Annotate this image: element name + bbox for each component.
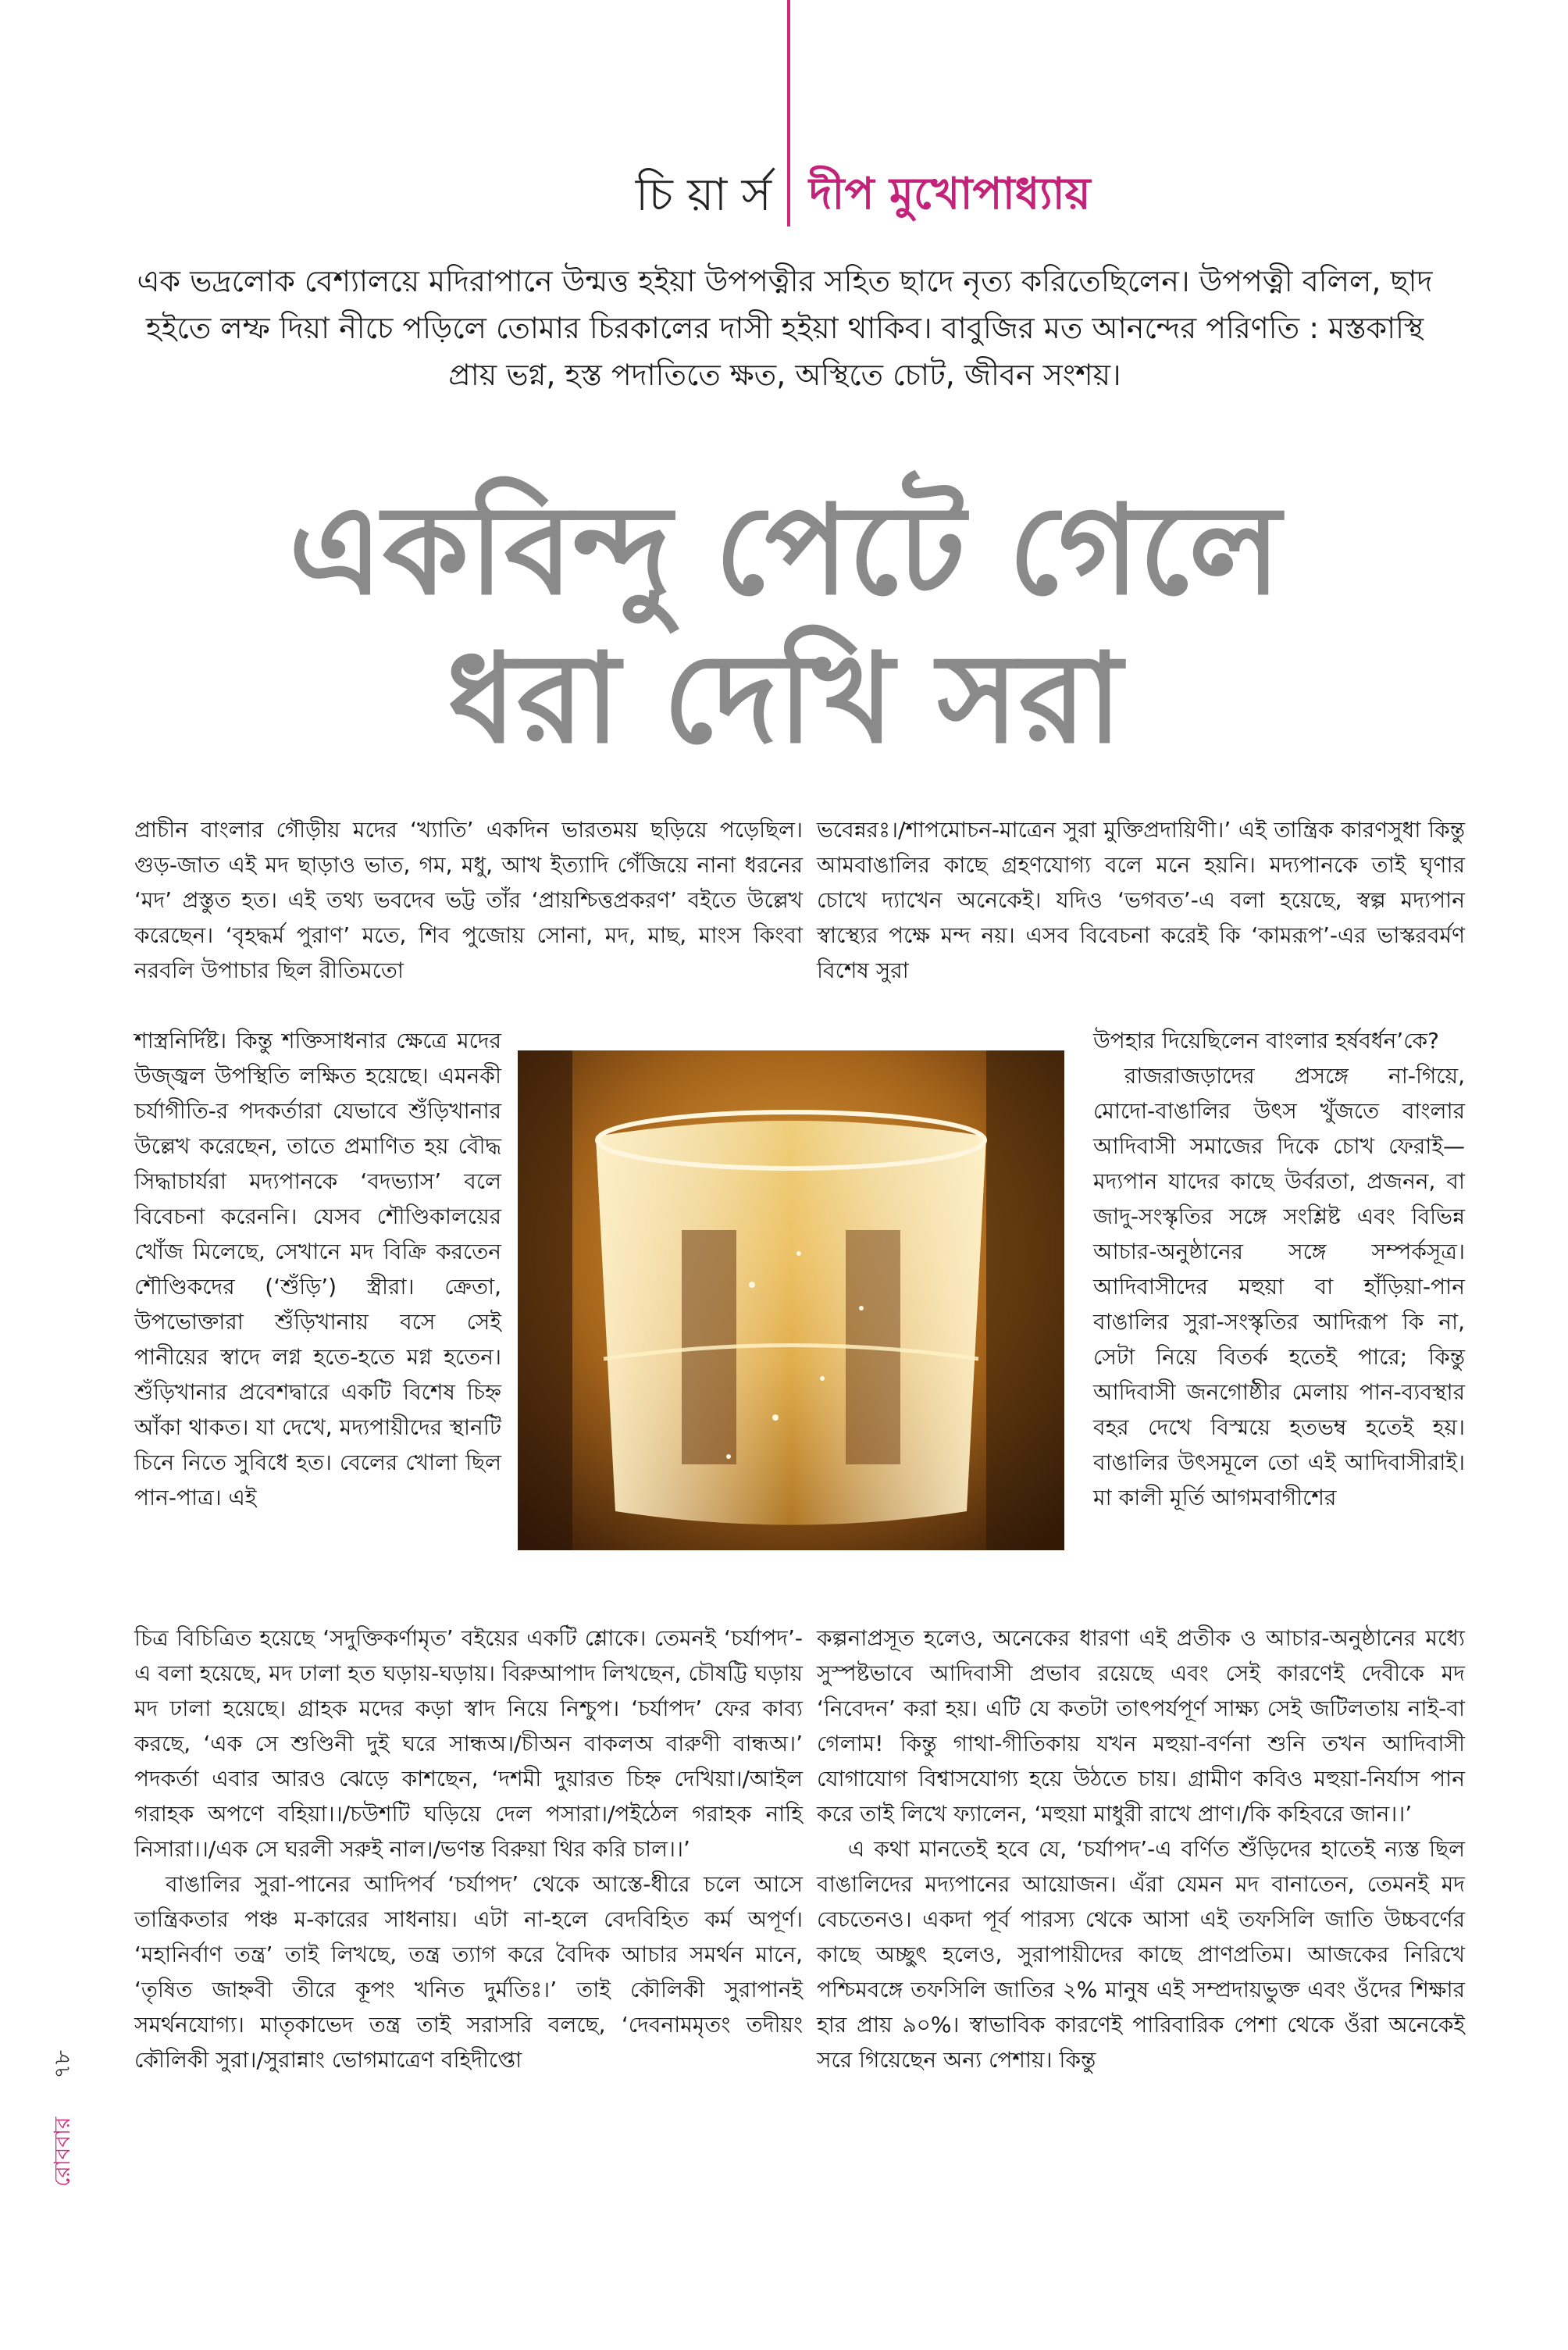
headline	[156, 476, 1413, 773]
paragraph: ভবেন্নরঃ।/শাপমোচন-মাত্রেন সুরা মুক্তিপ্রদায়িণী।’ এই তান্ত্রিক কারণসুধা কিন্তু আমবাঙালির কাছে গ্রহণযোগ্য বলে মনে হয়নি। মদ্যপানকে তাই ঘৃণার চোখে দ্যাখেন অনেকেই। যদিও ‘ভগবত’-এ বলা হয়েছে, স্বল্প মদ্যপান স্বাস্থ্যের পক্ষে মন্দ নয়। এসব বিবেচনা করেই কি ‘কামরূপ’-এর ভাস্করবর্মণ বিশেষ সুরা	[817, 817, 1465, 983]
headline-line-1: একবিন্দু পেটে গেলে	[288, 479, 1281, 622]
intro-paragraph: এক ভদ্রলোক বেশ্যালয়ে মদিরাপানে উন্মত্ত হইয়া উপপত্নীর সহিত ছাদে নৃত্য করিতেছিলেন। উপপত্নী বলিল, ছাদ হইতে লম্ফ দিয়া নীচে পড়িলে তোমার চিরকালের দাসী হইয়া থাকিব। বাবুজির মত আনন্দের পরিণতি : মস্তকাস্থি প্রায় ভগ্ন, হস্ত পদাতিতে ক্ষত, অস্থিতে চোট, জীবন সংশয়।	[137, 264, 1433, 392]
column-label: চি য়া র্স	[635, 168, 772, 221]
paragraph: চিত্র বিচিত্রিত হয়েছে ‘সদুক্তিকর্ণামৃত’ বইয়ের একটি শ্লোকে। তেমনই ‘চর্যাপদ’-এ বলা হয়েছে, মদ ঢালা হত ঘড়ায়-ঘড়ায়। বিরুআপাদ লিখছেন, চৌষট্টি ঘড়ায় মদ ঢালা হয়েছে। গ্রাহক মদের কড়া স্বাদ নিয়ে নিশ্চুপ। ‘চর্যাপদ’ ফের কাব্য করছে, ‘এক সে শুণ্ডিনী দুই ঘরে সান্ধঅ।/চীঅন বাকলঅ বারুণী বান্ধঅ।’ পদকর্তা এবার আরও ঝেড়ে কাশছেন, ‘দশমী দুয়ারত চিহ্ন দেখিয়া।/আইল গরাহক অপণে বহিয়া।।/চউশটি ঘড়িয়ে দেল পসারা।/পইঠেল গরাহক নাহি নিসারা।।/এক সে ঘরলী সরুই নাল।/ভণন্ত বিরুয়া থির করি চাল।।’	[134, 1625, 803, 1862]
headline-line-2: ধরা দেখি সরা	[447, 627, 1123, 771]
article-column-left-bottom	[134, 1621, 803, 2077]
magazine-name: রোববার	[49, 2116, 75, 2187]
paragraph: শাস্ত্রনির্দিষ্ট। কিন্তু শক্তিসাধনার ক্ষেত্রে মদের উজ্জ্বল উপস্থিতি লক্ষিত হয়েছে। এমনকী চর্যাগীতি-র পদকর্তারা যেভাবে শুঁড়িখানার উল্লেখ করেছেন, তাতে প্রমাণিত হয় বৌদ্ধ সিদ্ধাচার্যরা মদ্যপানকে ‘বদভ্যাস’ বলে বিবেচনা করেননি। যেসব শৌণ্ডিকালয়ের খোঁজ মিলেছে, সেখানে মদ বিক্রি করতেন শৌণ্ডিকদের (‘শুঁড়ি’) স্ত্রীরা। ক্রেতা, উপভোক্তারা শুঁড়িখানায় বসে সেই পানীয়ের স্বাদে লগ্ন হতে-হতে মগ্ন হতেন। শুঁড়িখানার প্রবেশদ্বারে একটি বিশেষ চিহ্ন আঁকা থাকত। যা দেখে, মদ্যপায়ীদের স্থানটি চিনে নিতে সুবিধে হত। বেলের খোলা ছিল পান-পাত্র। এই	[134, 1028, 501, 1510]
paragraph: বাঙালির সুরা-পানের আদিপর্ব ‘চর্যাপদ’ থেকে আস্তে-ধীরে চলে আসে তান্ত্রিকতার পঞ্চ ম-কারের সাধনায়। এটা না-হলে বেদবিহিত কর্ম অপূর্ণ। ‘মহানির্বাণ তন্ত্র’ তাই লিখছে, তন্ত্র ত্যাগ করে বৈদিক আচার সমর্থন মানে, ‘তৃষিত জাহ্নবী তীরে কূপং খনিত দুর্মতিঃ।’ তাই কৌলিকী সুরাপানই সমর্থনযোগ্য। মাতৃকাভেদ তন্ত্র তাই সরাসরি বলছে, ‘দেবনামমৃতং তদীয়ং কৌলিকী সুরা।/সুরান্নাং ভোগমাত্রেণ বহিদীপ্তো	[134, 1871, 803, 2073]
paragraph: রাজরাজড়াদের প্রসঙ্গে না-গিয়ে, মোদো-বাঙালির উৎস খুঁজতে বাংলার আদিবাসী সমাজের দিকে চোখ ফেরাই—মদ্যপান যাদের কাছে উর্বরতা, প্রজনন, বা জাদু-সংস্কৃতির সঙ্গে সংশ্লিষ্ট এবং বিভিন্ন আচার-অনুষ্ঠানের সঙ্গে সম্পর্কসূত্র। আদিবাসীদের মহুয়া বা হাঁড়িয়া-পান বাঙালির সুরা-সংস্কৃতির আদিরূপ কি না, সেটা নিয়ে বিতর্ক হতেই পারে; কিন্তু আদিবাসী জনগোষ্ঠীর মেলায় পান-ব্যবস্থার বহর দেখে বিস্ময়ে হতভম্ব হতেই হয়। বাঙালির উৎসমূলে তো এই আদিবাসীরাই। মা কালী মূর্তি আগমবাগীশের	[1093, 1063, 1465, 1510]
paragraph: এ কথা মানতেই হবে যে, ‘চর্যাপদ’-এ বর্ণিত শুঁড়িদের হাতেই ন্যস্ত ছিল বাঙালিদের মদ্যপানের আয়োজন। এঁরা যেমন মদ বানাতেন, তেমনই মদ বেচতেনও। একদা পূর্ব পারস্য থেকে আসা এই তফসিলি জাতি উচ্চবর্ণের কাছে অচ্ছুৎ হলেও, সুরাপায়ীদের কাছে প্রাণপ্রতিম। আজকের নিরিখে পশ্চিমবঙ্গে তফসিলি জাতির ২% মানুষ এই সম্প্রদায়ভুক্ত এবং ওঁদের শিক্ষার হার প্রায় ৯০%। স্বাভাবিক কারণেই পারিবারিক পেশা থেকে ওঁরা অনেকেই সরে গিয়েছেন অন্য পেশায়। কিন্তু	[817, 1836, 1465, 2073]
paragraph: প্রাচীন বাংলার গৌড়ীয় মদের ‘খ্যাতি’ একদিন ভারতময় ছড়িয়ে পড়েছিল। গুড়-জাত এই মদ ছাড়াও ভাত, গম, মধু, আখ ইত্যাদি গেঁজিয়ে নানা ধরনের ‘মদ’ প্রস্তুত হত। এই তথ্য ভবদেব ভট্ট তাঁর ‘প্রায়শ্চিত্তপ্রকরণ’ বইতে উল্লেখ করেছেন। ‘বৃহদ্ধর্ম পুরাণ’ মতে, শিব পুজোয় সোনা, মদ, মাছ, মাংস কিংবা নরবলি উপাচার ছিল রীতিমতো	[134, 817, 803, 983]
page-number: ৭৮	[49, 2050, 75, 2079]
author-name: দীপ মুখোপাধ্যায়	[809, 169, 1091, 219]
article-column-right-wrap	[1093, 1023, 1465, 1515]
paragraph: কল্পনাপ্রসূত হলেও, অনেকের ধারণা এই প্রতীক ও আচার-অনুষ্ঠানের মধ্যে সুস্পষ্টভাবে আদিবাসী প্রভাব রয়েছে এবং সেই কারণেই দেবীকে মদ ‘নিবেদন’ করা হয়। এটি যে কতটা তাৎপর্যপূর্ণ সাক্ষ্য সেই জটিলতায় নাই-বা গেলাম! কিন্তু গাথা-গীতিকায় যখন মহুয়া-বর্ণনা শুনি তখন আদিবাসী যোগাযোগ বিশ্বাসযোগ্য হয়ে উঠতে চায়। গ্রামীণ কবিও মহুয়া-নির্যাস পান করে তাই লিখে ফ্যালেন, ‘মহুয়া মাধুরী রাখে প্রাণ।/কি কহিবরে জান।।’	[817, 1625, 1465, 1827]
article-column-left-top	[134, 812, 803, 988]
article-column-left-wrap	[134, 1023, 501, 1515]
paragraph: উপহার দিয়েছিলেন বাংলার হর্ষবর্ধন’কে?	[1093, 1028, 1440, 1054]
whisky-glass-photo	[518, 1050, 1064, 1550]
header-divider	[787, 0, 790, 226]
page-folio	[45, 2050, 82, 2187]
article-column-right-bottom	[817, 1621, 1465, 2077]
glass-image	[518, 1050, 1064, 1550]
article-column-right-top	[817, 812, 1465, 988]
